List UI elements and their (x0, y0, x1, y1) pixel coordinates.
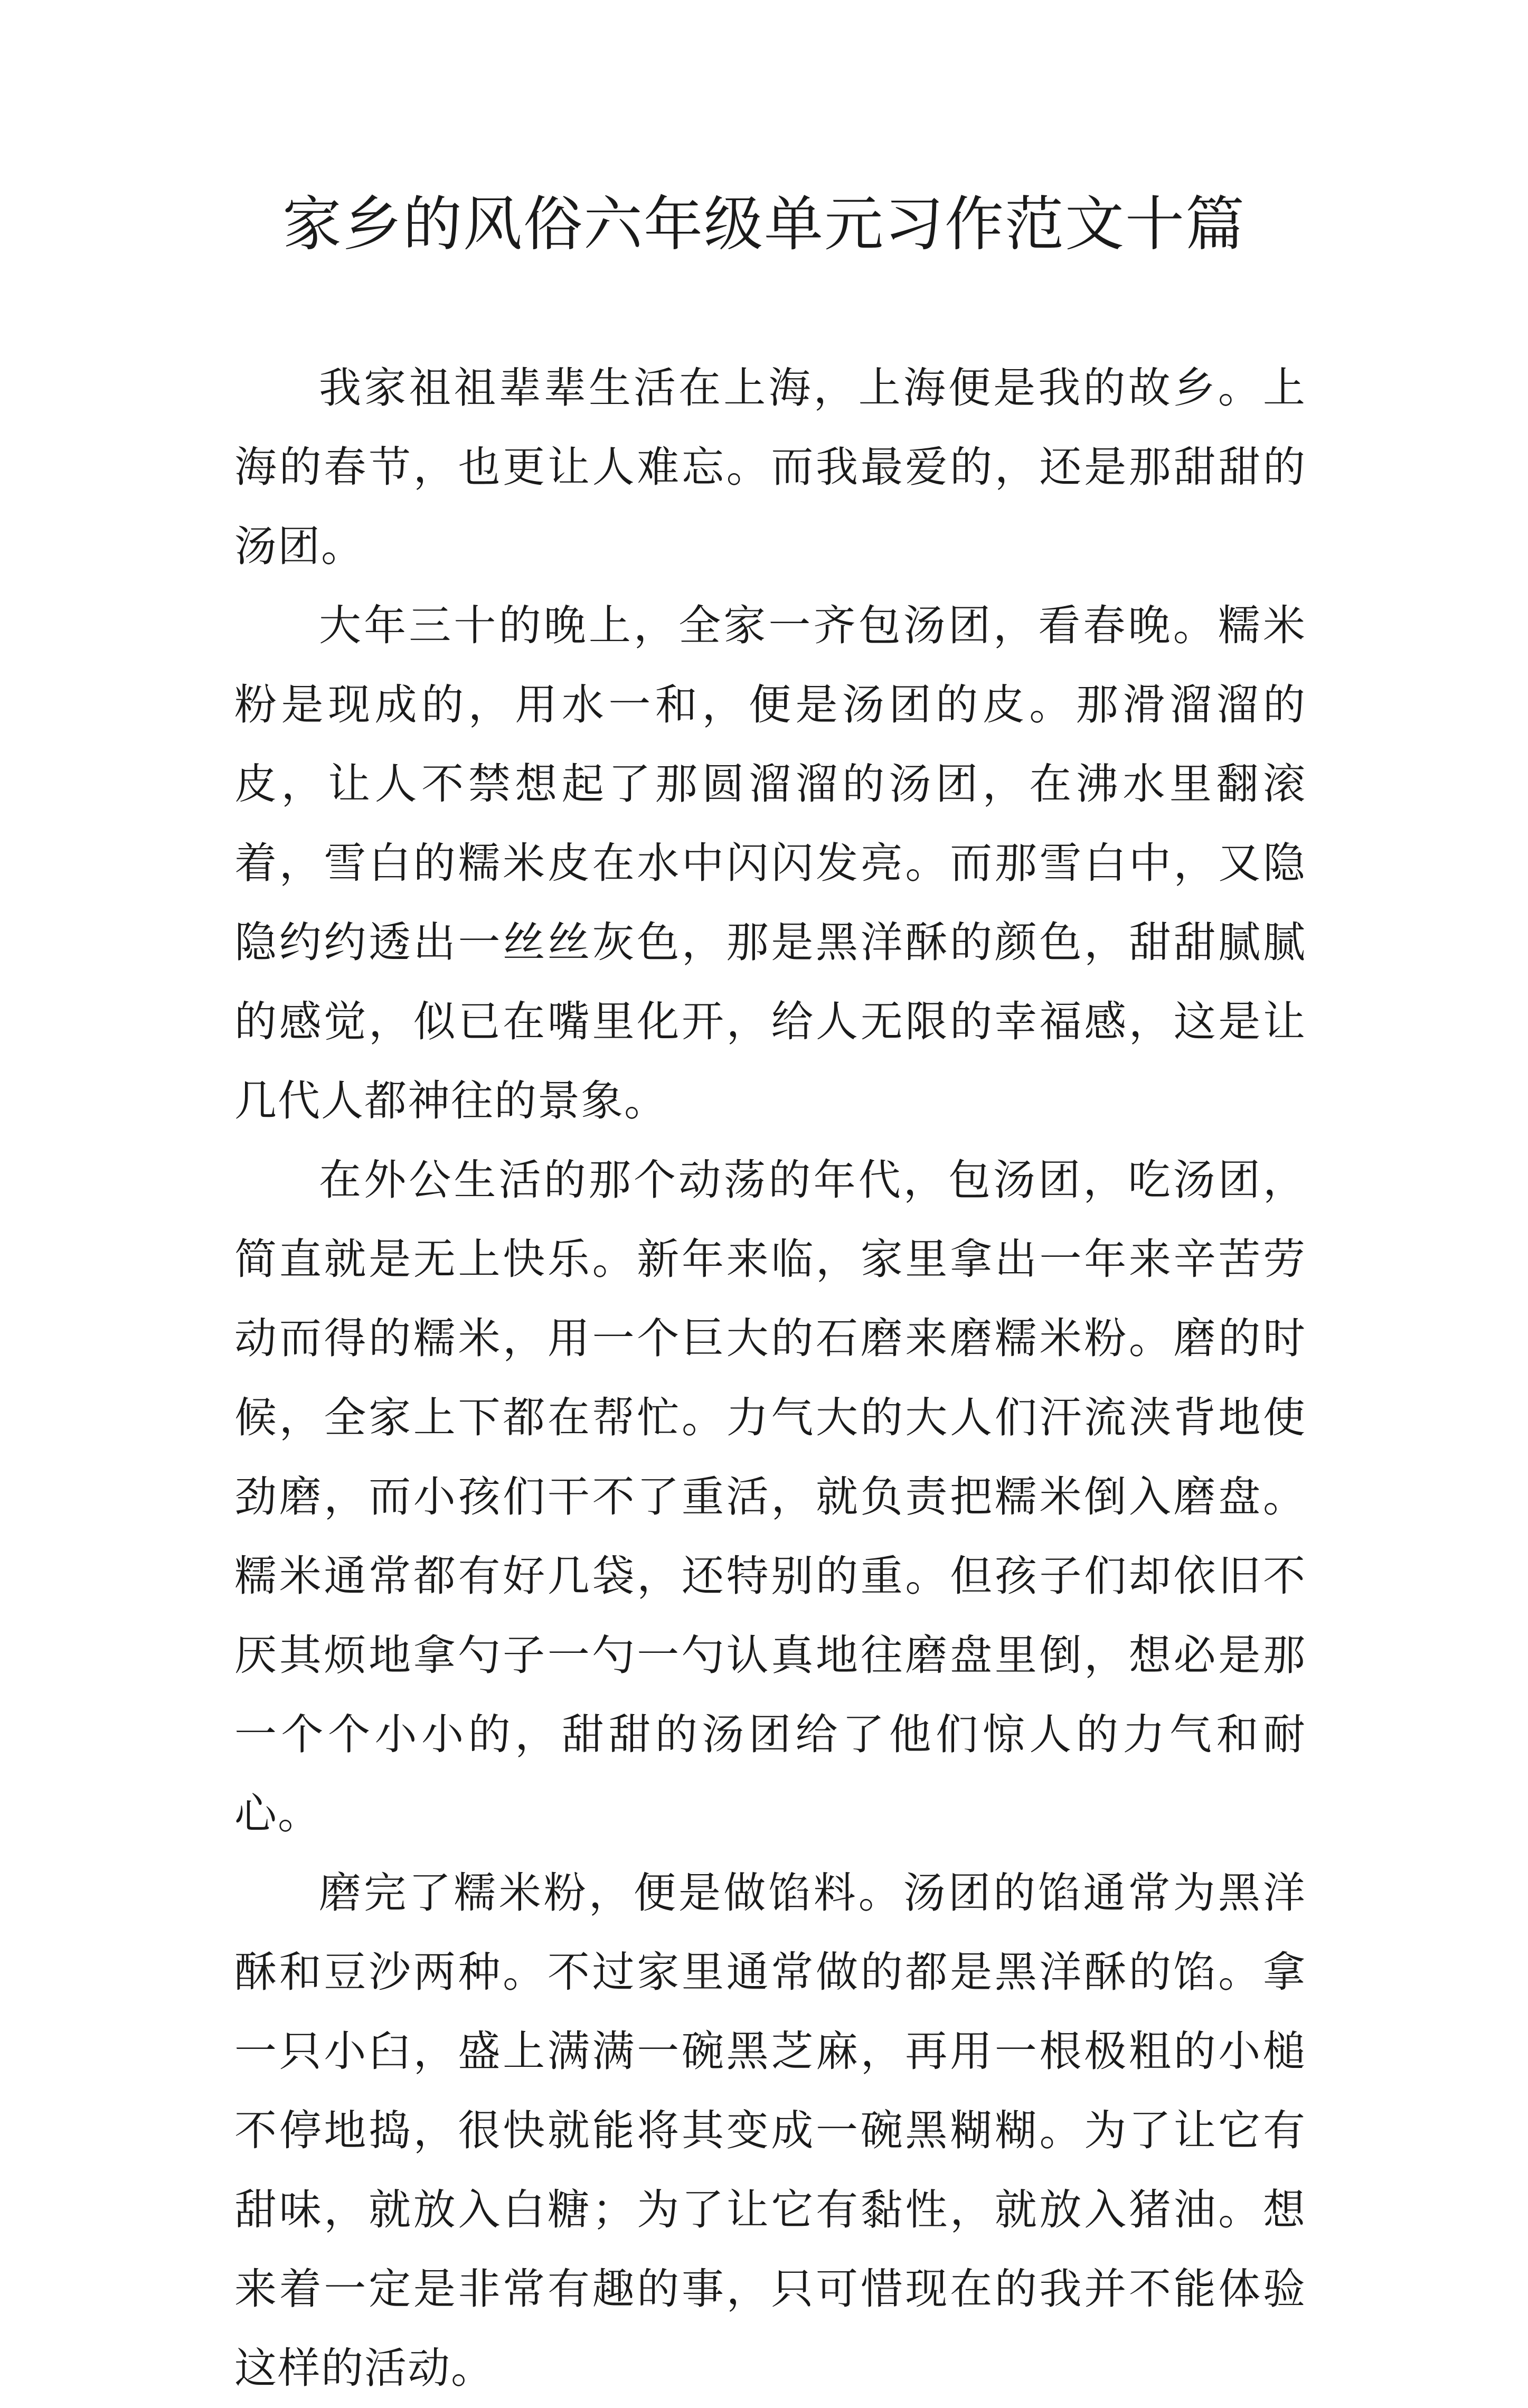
paragraph: 大年三十的晚上，全家一齐包汤团，看春晚。糯米粉是现成的，用水一和，便是汤团的皮。那滑溜溜的皮，让人不禁想起了那圆溜溜的汤团，在沸水里翻滚着，雪白的糯米皮在水中闪闪发亮。而那雪白中，又隐隐约约透出一丝丝灰色，那是黑洋酥的颜色，甜甜腻腻的感觉，似已在嘴里化开，给人无限的幸福感，这是让几代人都神往的景象。 (234, 601, 1306, 1125)
paragraph: 磨完了糯米粉，便是做馅料。汤团的馅通常为黑洋酥和豆沙两种。不过家里通常做的都是黑洋酥的馅。拿一只小臼，盛上满满一碗黑芝麻，再用一根极粗的小槌不停地捣，很快就能将其变成一碗黑糊糊。为了让它有甜味，就放入白糖；为了让它有黏性，就放入猪油。想来着一定是非常有趣的事，只可惜现在的我并不能体验这样的活动。 (234, 1868, 1306, 2393)
paragraph: 在外公生活的那个动荡的年代，包汤团，吃汤团，简直就是无上快乐。新年来临，家里拿出一年来辛苦劳动而得的糯米，用一个巨大的石磨来磨糯米粉。磨的时候，全家上下都在帮忙。力气大的大人们汗流浃背地使劲磨，而小孩们干不了重活，就负责把糯米倒入磨盘。糯米通常都有好几袋，还特别的重。但孩子们却依旧不厌其烦地拿勺子一勺一勺认真地往磨盘里倒，想必是那一个个小小的，甜甜的汤团给了他们惊人的力气和耐心。 (234, 1155, 1306, 1838)
paragraph: 我家祖祖辈辈生活在上海，上海便是我的故乡。上海的春节，也更让人难忘。而我最爱的，还是那甜甜的汤团。 (234, 363, 1306, 571)
document-title: 家乡的风俗六年级单元习作范文十篇 (282, 190, 1246, 259)
document-body (234, 349, 1306, 2408)
